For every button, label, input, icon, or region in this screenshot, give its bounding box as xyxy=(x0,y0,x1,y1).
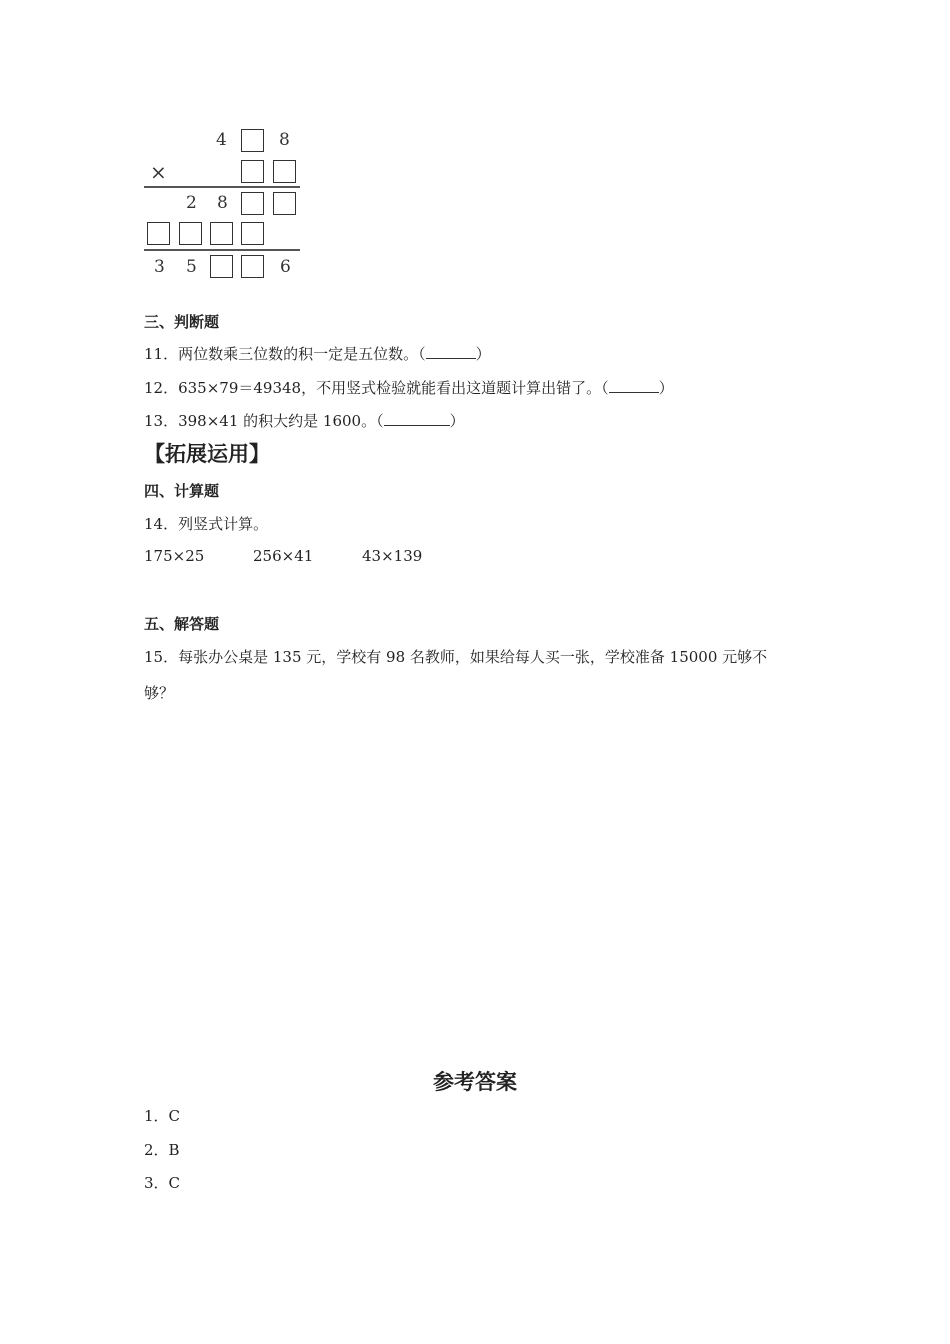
answer-blank[interactable] xyxy=(384,411,450,426)
figure-digit: 3 xyxy=(154,257,165,277)
answer-item: 3．C xyxy=(144,1174,181,1192)
figure-blank-box xyxy=(273,192,296,215)
figure-rule-line xyxy=(144,249,300,251)
figure-digit: 5 xyxy=(186,257,197,277)
answer-blank[interactable] xyxy=(609,378,659,393)
figure-blank-box xyxy=(210,222,233,245)
figure-blank-box xyxy=(210,255,233,278)
question-11-text: 11．两位数乘三位数的积一定是五位数。（ xyxy=(144,345,426,363)
figure-blank-box xyxy=(241,255,264,278)
section-heading-solve: 五、解答题 xyxy=(144,615,220,633)
figure-rule-line xyxy=(144,186,300,188)
question-15-line-2: 够？ xyxy=(144,684,175,702)
answer-item: 1．C xyxy=(144,1107,181,1125)
section-heading-judgement: 三、判断题 xyxy=(144,313,220,331)
answers-title: 参考答案 xyxy=(433,1070,517,1094)
extension-heading: 【拓展运用】 xyxy=(144,442,270,466)
expression-1: 175×25 xyxy=(144,547,205,565)
question-12 xyxy=(144,377,674,398)
question-15-line-1: 15．每张办公桌是 135 元，学校有 98 名教师，如果给每人买一张，学校准备 15000 元够不 xyxy=(144,648,768,666)
answer-blank[interactable] xyxy=(426,344,476,359)
question-11 xyxy=(144,343,491,364)
figure-blank-box xyxy=(241,222,264,245)
figure-digit: 8 xyxy=(217,193,228,213)
section-heading-calculation: 四、计算题 xyxy=(144,482,220,500)
expression-2: 256×41 xyxy=(253,547,314,565)
figure-blank-box xyxy=(241,129,264,152)
figure-blank-box xyxy=(241,192,264,215)
question-14: 14．列竖式计算。 xyxy=(144,515,269,533)
question-13 xyxy=(144,410,465,431)
answer-item: 2．B xyxy=(144,1141,180,1159)
paren-close: ） xyxy=(449,412,465,430)
times-sign: × xyxy=(150,160,167,184)
paren-close: ） xyxy=(475,345,491,363)
question-13-text: 13．398×41 的积大约是 1600。（ xyxy=(144,412,384,430)
expression-3: 43×139 xyxy=(362,547,423,565)
figure-blank-box xyxy=(147,222,170,245)
figure-blank-box xyxy=(273,160,296,183)
figure-digit: 2 xyxy=(186,193,197,213)
multiplication-figure xyxy=(140,122,310,282)
figure-digit: 8 xyxy=(279,130,290,150)
figure-blank-box xyxy=(241,160,264,183)
figure-digit: 4 xyxy=(216,130,227,150)
figure-blank-box xyxy=(179,222,202,245)
question-12-text: 12．635×79＝49348，不用竖式检验就能看出这道题计算出错了。（ xyxy=(144,379,609,397)
paren-close: ） xyxy=(658,379,674,397)
figure-digit: 6 xyxy=(280,257,291,277)
